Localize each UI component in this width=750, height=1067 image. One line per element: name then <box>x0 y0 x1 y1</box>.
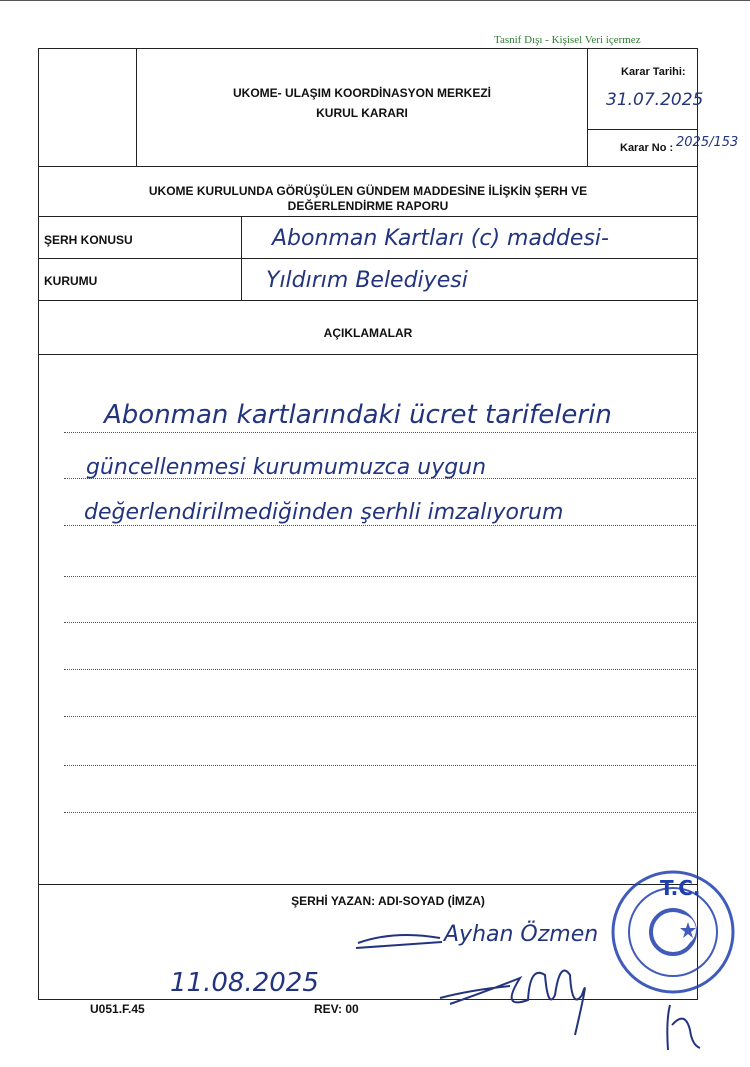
header-title-line2: KURUL KARARI <box>316 106 408 120</box>
explanation-line-3: değerlendirilmediğinden şerhli imzalıyorum <box>84 500 564 525</box>
institution-label: KURUMU <box>44 274 98 288</box>
header-title-line1: UKOME- ULAŞIM KOORDİNASYON MERKEZİ <box>233 86 491 100</box>
revision: REV: 00 <box>314 1002 359 1016</box>
classification-label: Tasnif Dışı - Kişisel Veri içermez <box>494 34 641 46</box>
institution-value: Yıldırım Belediyesi <box>266 268 468 293</box>
decision-no-label: Karar No : <box>620 142 674 154</box>
stamp-tc-text: T.C. <box>660 876 701 900</box>
signer-name: Ayhan Özmen <box>444 922 599 947</box>
report-title-line2: DEĞERLENDİRME RAPORU <box>287 199 449 213</box>
subject-label: ŞERH KONUSU <box>44 233 133 247</box>
explanation-line-2: güncellenmesi kurumumuzca uygun <box>86 455 487 480</box>
decision-no-value: 2025/153 <box>676 135 739 150</box>
subject-value: Abonman Kartları (c) maddesi- <box>272 226 609 251</box>
explanations-heading: AÇIKLAMALAR <box>323 326 413 340</box>
decision-date-value: 31.07.2025 <box>606 90 704 110</box>
signature-label: ŞERHİ YAZAN: ADI-SOYAD (İMZA) <box>291 894 485 908</box>
explanation-line-1: Abonman kartlarındaki ücret tarifelerin <box>104 400 612 430</box>
signature-date: 11.08.2025 <box>170 968 319 998</box>
form-code: U051.F.45 <box>90 1002 145 1016</box>
report-title-line1: UKOME KURULUNDA GÖRÜŞÜLEN GÜNDEM MADDESİNE İLİŞKİN ŞERH VE <box>148 184 588 198</box>
decision-date-label: Karar Tarihi: <box>621 66 686 78</box>
